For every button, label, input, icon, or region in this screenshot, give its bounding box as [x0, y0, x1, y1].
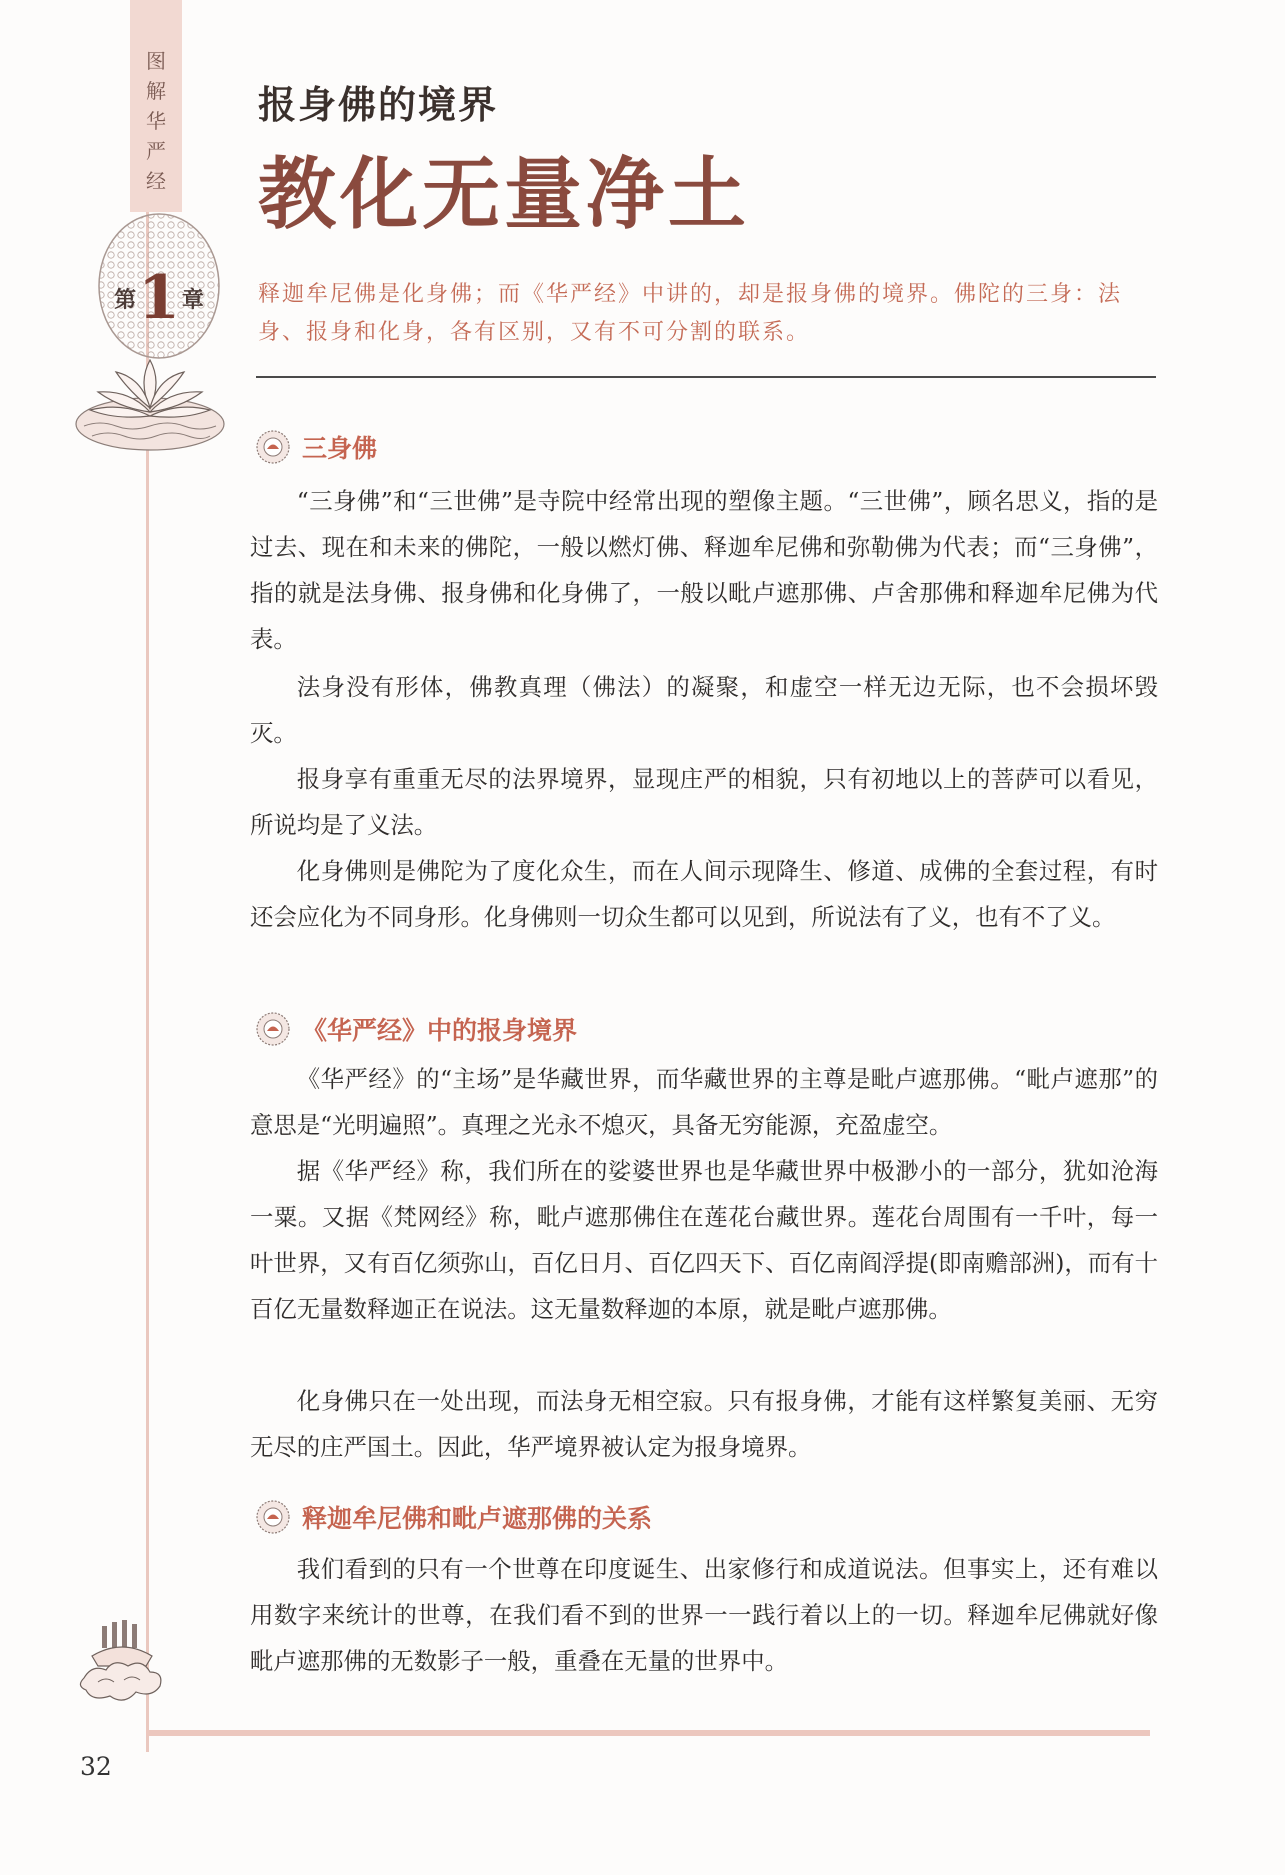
chapter-prefix: 第: [114, 287, 137, 313]
dharma-seal-icon: [254, 1010, 292, 1048]
book-title-vertical: [130, 46, 182, 196]
page-title: 教化无量净土: [258, 149, 751, 240]
book-title-char: 解: [146, 79, 166, 103]
cloud-ornament-icon: [74, 1620, 170, 1712]
paragraph: “三身佛”和“三世佛”是寺院中经常出现的塑像主题。“三世佛”，顾名思义，指的是过去、现在和未来的佛陀，一般以燃灯佛、释迦牟尼佛和弥勒佛为代表；而“三身佛”，指的就是法身佛、报身佛和化身佛了，一般以毗卢遮那佛、卢舍那佛和释迦牟尼佛为代表。: [250, 487, 1158, 653]
section-heading-1: [254, 428, 377, 466]
paragraph: 报身享有重重无尽的法界境界，显现庄严的相貌，只有初地以上的菩萨可以看见，所说均是了义法。: [250, 765, 1158, 839]
section-title: 三身佛: [302, 434, 378, 463]
section-heading-2: [254, 1010, 577, 1048]
paragraph: 我们看到的只有一个世尊在印度诞生、出家修行和成道说法。但事实上，还有难以用数字来统计的世尊，在我们看不到的世界一一践行着以上的一切。释迦牟尼佛就好像毗卢遮那佛的无数影子一般，重叠在无量的世界中。: [250, 1555, 1158, 1675]
book-title-char: 经: [146, 169, 166, 193]
section-heading-3: [254, 1498, 652, 1536]
chapter-label: [96, 263, 222, 333]
chapter-number: 1: [138, 263, 180, 333]
paragraph: 《华严经》的“主场”是华藏世界，而华藏世界的主尊是毗卢遮那佛。“毗卢遮那”的意思是“光明遍照”。真理之光永不熄灭，具备无穷能源，充盈虚空。: [250, 1065, 1158, 1139]
intro-text: 释迦牟尼佛是化身佛；而《华严经》中讲的，却是报身佛的境界。佛陀的三身：法身、报身和化身，各有区别，又有不可分割的联系。: [258, 282, 1123, 345]
dharma-seal-icon: [254, 428, 292, 466]
paragraph: 法身没有形体，佛教真理（佛法）的凝聚，和虚空一样无边无际，也不会损坏毁灭。: [250, 673, 1158, 747]
book-title-char: 严: [146, 139, 166, 163]
section-title: 《华严经》中的报身境界: [302, 1016, 578, 1045]
page-subtitle: 报身佛的境界: [258, 82, 499, 127]
title-divider: [256, 376, 1156, 378]
lotus-icon: [70, 346, 230, 458]
chapter-suffix: 章: [181, 287, 204, 313]
paragraph: 据《华严经》称，我们所在的娑婆世界也是华藏世界中极渺小的一部分，犹如沧海一粟。又据《梵网经》称，毗卢遮那佛住在莲花台藏世界。莲花台周围有一千叶，每一叶世界，又有百亿须弥山，百亿日月、百亿四天下、百亿南阎浮提(即南赡部洲)，而有十百亿无量数释迦正在说法。这无量数释迦的本原，就是毗卢遮那佛。: [250, 1157, 1158, 1323]
page-number: 32: [80, 1752, 112, 1781]
book-title-char: 图: [146, 49, 166, 73]
book-title-char: 华: [146, 109, 166, 133]
dharma-seal-icon: [254, 1498, 292, 1536]
footer-rule: [146, 1730, 1150, 1736]
section-title: 释迦牟尼佛和毗卢遮那佛的关系: [302, 1504, 653, 1533]
paragraph: 化身佛只在一处出现，而法身无相空寂。只有报身佛，才能有这样繁复美丽、无穷无尽的庄严国土。因此，华严境界被认定为报身境界。: [250, 1387, 1158, 1461]
paragraph: 化身佛则是佛陀为了度化众生，而在人间示现降生、修道、成佛的全套过程，有时还会应化为不同身形。化身佛则一切众生都可以见到，所说法有了义，也有不了义。: [250, 857, 1158, 931]
